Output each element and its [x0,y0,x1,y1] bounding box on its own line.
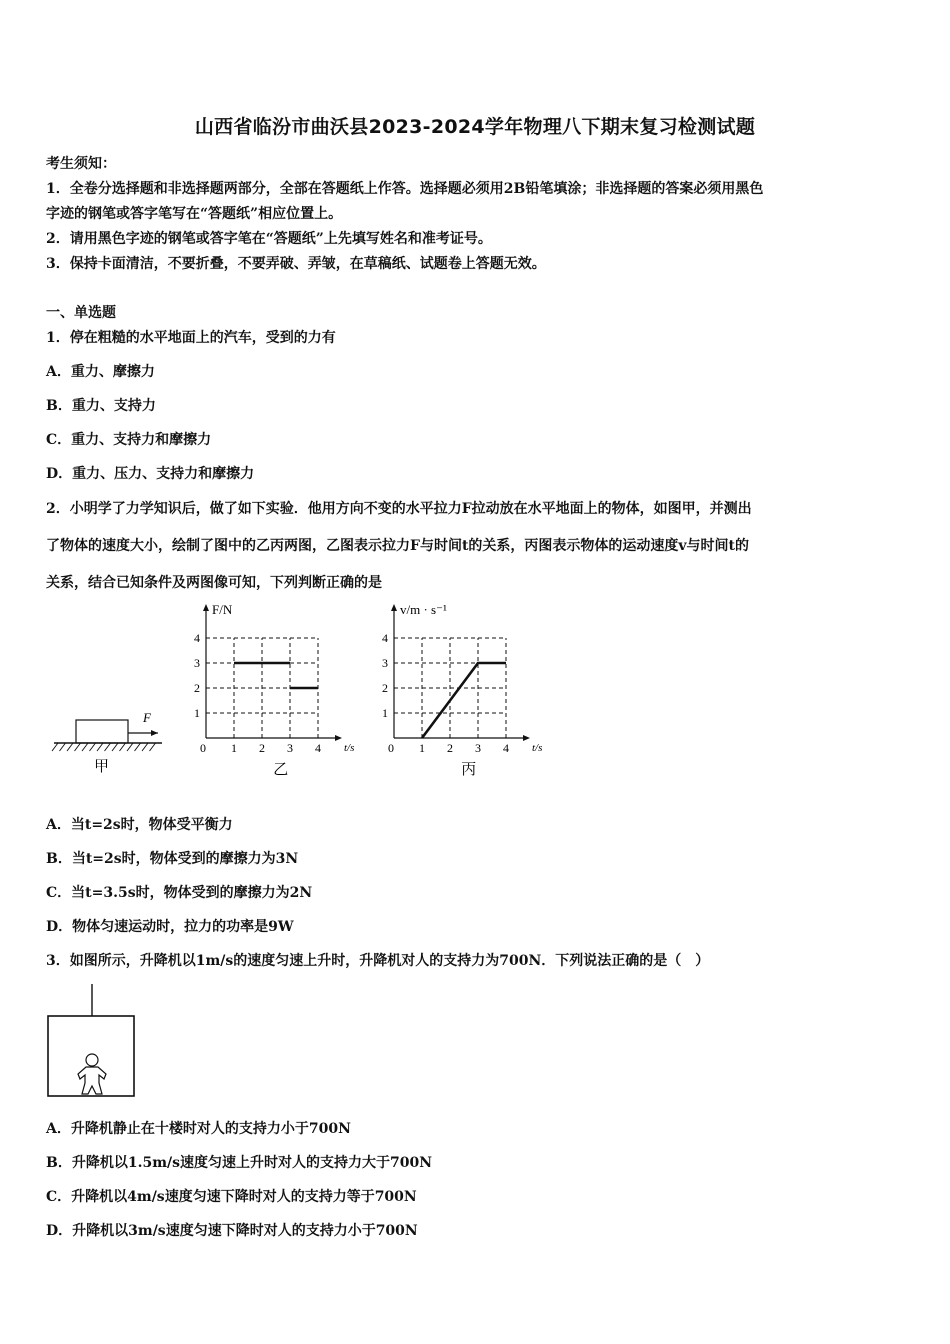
x-axis-arrow [335,735,342,741]
x-tick-label: 2 [447,741,453,755]
q3-option-d: D．升降机以3m/s速度匀速下降时对人的支持力小于700N [46,1223,418,1239]
force-arrow-head [151,730,158,736]
hatch-mark [52,743,58,751]
hatch-mark [150,743,156,751]
q3-stem: 3．如图所示，升降机以1m/s的速度匀速上升时，升降机对人的支持力为700N．下列说法正确的是（ ） [46,953,710,969]
hatch-mark [105,743,111,751]
q3-option-a: A．升降机静止在十楼时对人的支持力小于700N [46,1121,351,1137]
person-icon [78,1054,106,1094]
notice-item-1: 1．全卷分选择题和非选择题两部分，全部在答题纸上作答。选择题必须用2B铅笔填涂；非选择题的答案必须用黑色 [46,181,764,197]
x-tick-label: 0 [388,741,394,755]
exam-title: 山西省临汾市曲沃县2023-2024学年物理八下期末复习检测试题 [194,116,756,138]
force-label: F [143,710,151,725]
hatch-mark [90,743,96,751]
q2-stem-line-3: 关系，结合已知条件及两图像可知，下列判断正确的是 [46,575,382,591]
q2-option-a: A．当t=2s时，物体受平衡力 [46,817,233,833]
y-axis-arrow [203,604,209,611]
y-tick-label: 1 [382,706,388,720]
x-tick-label: 3 [287,741,293,755]
x-tick-label: 3 [475,741,481,755]
y-tick-label: 3 [194,656,200,670]
hatch-mark [135,743,141,751]
q2-option-d: D．物体匀速运动时，拉力的功率是9W [46,919,294,935]
y-axis-label: v/m · s⁻¹ [400,602,447,617]
hatch-mark [142,743,148,751]
q2-option-b: B．当t=2s时，物体受到的摩擦力为3N [46,851,299,867]
hatch-mark [112,743,118,751]
chart-bing [366,598,556,783]
q1-option-b: B．重力、支持力 [46,398,156,414]
y-tick-label: 4 [382,631,388,645]
x-tick-label: 0 [200,741,206,755]
x-tick-label: 2 [259,741,265,755]
elevator-cabin [48,1016,134,1096]
series-line [422,663,506,738]
section-heading: 一、单选题 [46,305,116,321]
x-axis-label: t/s [344,742,355,754]
y-axis-arrow [391,604,397,611]
q3-option-c: C．升降机以4m/s速度匀速下降时对人的支持力等于700N [46,1189,417,1205]
y-tick-label: 2 [194,681,200,695]
q2-option-c: C．当t=3.5s时，物体受到的摩擦力为2N [46,885,313,901]
y-tick-label: 2 [382,681,388,695]
x-tick-label: 1 [419,741,425,755]
hatch-mark [120,743,126,751]
ground-hatching [52,743,156,751]
block-box [76,720,128,743]
x-tick-label: 1 [231,741,237,755]
x-tick-label: 4 [503,741,509,755]
hatch-mark [127,743,133,751]
q1-option-a: A．重力、摩擦力 [46,364,155,380]
q2-stem-line-1: 2．小明学了力学知识后，做了如下实验．他用方向不变的水平拉力F拉动放在水平地面上的物体，如图甲，并测出 [46,501,752,517]
y-tick-label: 4 [194,631,200,645]
chart-caption: 丙 [461,762,477,778]
y-axis-label: F/N [212,602,233,617]
chart-caption: 乙 [273,762,289,778]
q1-stem: 1．停在粗糙的水平地面上的汽车，受到的力有 [46,330,336,346]
q1-option-c: C．重力、支持力和摩擦力 [46,432,212,448]
hatch-mark [82,743,88,751]
q2-stem-line-2: 了物体的速度大小，绘制了图中的乙丙两图，乙图表示拉力F与时间t的关系，丙图表示物体的运动速度v与时间t的 [46,538,750,554]
notice-heading: 考生须知： [46,156,116,172]
x-tick-label: 4 [315,741,321,755]
hatch-mark [60,743,66,751]
hatch-mark [67,743,73,751]
chart-yi [178,598,363,783]
q1-option-d: D．重力、压力、支持力和摩擦力 [46,466,255,482]
x-axis-arrow [523,735,530,741]
figure-jia [50,705,170,780]
hatch-mark [75,743,81,751]
x-axis-label: t/s [532,742,543,754]
hatch-mark [97,743,103,751]
notice-item-1-cont: 字迹的钢笔或答字笔写在“答题纸”相应位置上。 [46,206,343,222]
notice-item-3: 3．保持卡面清洁，不要折叠，不要弄破、弄皱，在草稿纸、试题卷上答题无效。 [46,256,546,272]
y-tick-label: 3 [382,656,388,670]
caption-jia: 甲 [94,759,110,775]
y-tick-label: 1 [194,706,200,720]
q3-option-b: B．升降机以1.5m/s速度匀速上升时对人的支持力大于700N [46,1155,433,1171]
figure-elevator [44,982,140,1102]
notice-item-2: 2．请用黑色字迹的钢笔或答字笔在“答题纸”上先填写姓名和准考证号。 [46,231,492,247]
